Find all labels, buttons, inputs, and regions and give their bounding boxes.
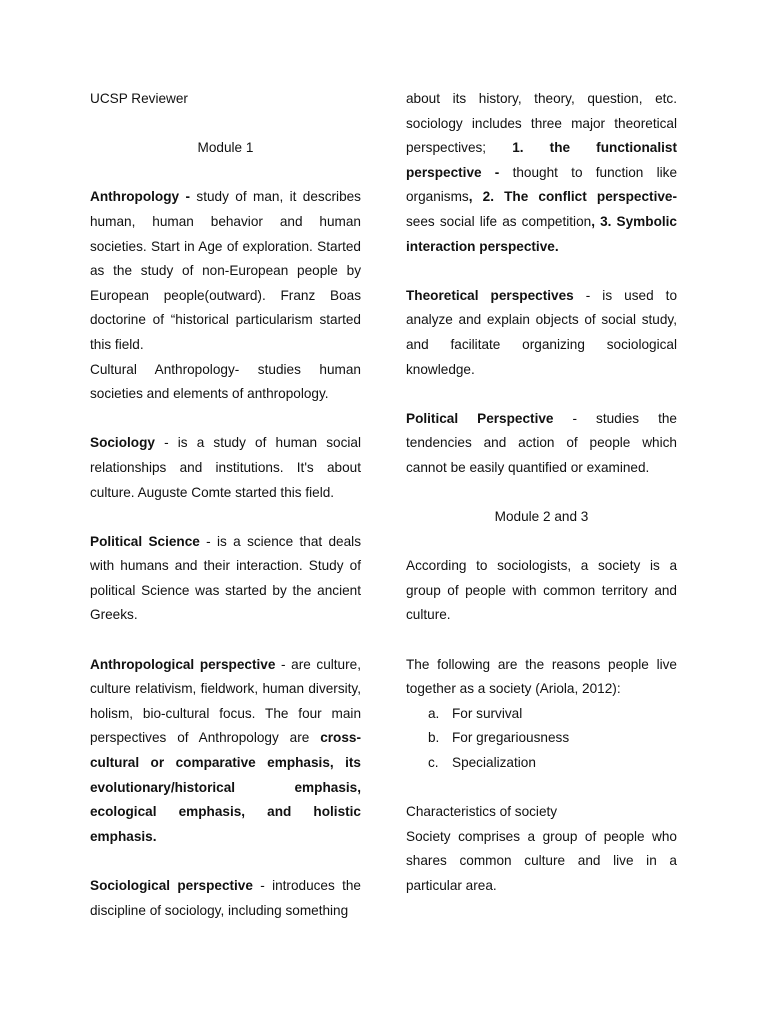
anthropology-term: Anthropology - bbox=[90, 189, 191, 205]
module-1-heading: Module 1 bbox=[197, 140, 254, 156]
sociology-definition: - is a study of human social relationships and institutions. It's about culture. Auguste Comte started this field. bbox=[90, 435, 361, 500]
theoretical-perspectives-paragraph bbox=[406, 284, 677, 382]
political-science-paragraph bbox=[90, 530, 361, 628]
political-perspective-term: Political Perspective bbox=[406, 410, 554, 426]
characteristics-paragraph: Society comprises a group of people who shares common culture and live in a particular area. bbox=[406, 828, 677, 893]
sociological-perspective-term: Sociological perspective bbox=[90, 878, 253, 893]
society-definition-paragraph: According to sociologists, a society is a group of people with common territory and culture. bbox=[406, 558, 677, 623]
list-item-text: For survival bbox=[452, 705, 523, 721]
anthropological-perspective-definition: - are culture, culture relativism, fieldwork, human diversity, holism, bio-cultural focus. The four main perspectives of Anthropology are bbox=[90, 656, 361, 746]
functionalist-perspective-term: 1. the functionalist perspective - bbox=[406, 140, 677, 180]
political-science-definition: - is a science that deals with humans and their interaction. Study of political Science was started by the ancient Greeks. bbox=[90, 533, 361, 623]
continuation-text-3: sees social life as competition bbox=[406, 213, 592, 229]
continuation-text-2: thought to function like organisms bbox=[406, 164, 678, 205]
sociological-perspective-continuation bbox=[406, 87, 677, 259]
sociology-paragraph bbox=[90, 431, 361, 505]
conflict-perspective-term: , 2. The conflict perspective- bbox=[468, 189, 677, 205]
sociological-perspective-paragraph bbox=[90, 874, 361, 923]
sociology-term: Sociology bbox=[90, 435, 155, 451]
list-item-text: Specialization bbox=[452, 755, 536, 771]
anthropological-perspective-term: Anthropological perspective bbox=[90, 656, 276, 672]
political-science-term: Political Science bbox=[90, 533, 200, 549]
political-perspective-paragraph bbox=[406, 407, 677, 481]
continuation-text-1: about its history, theory, question, etc. sociology includes three major theoretical perspectives; bbox=[406, 91, 677, 156]
sociological-perspective-definition: - introduces the discipline of sociology, including something bbox=[90, 878, 361, 918]
reasons-intro-paragraph: The following are the reasons people live together as a society (Ariola, 2012): bbox=[406, 656, 677, 697]
module-2-3-heading: Module 2 and 3 bbox=[494, 509, 589, 525]
list-marker: c. bbox=[428, 755, 439, 771]
right-column bbox=[406, 87, 677, 899]
reasons-list bbox=[406, 702, 677, 776]
anthropology-definition: study of man, it describes human, human behavior and human societies. Start in Age of exploration. Started as the study of non-European people by European people(outward). Franz Boas doctorine of “historical particularism started this field. bbox=[90, 189, 361, 352]
left-column bbox=[90, 87, 361, 923]
theoretical-perspectives-definition: - is used to analyze and explain objects of social study, and facilitate organizing sociological knowledge. bbox=[406, 287, 678, 377]
list-item bbox=[428, 702, 677, 727]
characteristics-heading: Characteristics of society bbox=[406, 804, 558, 820]
anthropological-perspective-paragraph bbox=[90, 653, 361, 850]
anthropology-paragraph bbox=[90, 185, 361, 357]
document-title: UCSP Reviewer bbox=[90, 91, 188, 106]
list-item bbox=[428, 726, 677, 751]
anthropological-perspective-emphasis: cross-cultural or comparative emphasis, its evolutionary/historical emphasis, ecological emphasis, and holistic emphasis. bbox=[90, 730, 361, 844]
theoretical-perspectives-term: Theoretical perspectives bbox=[406, 287, 574, 303]
list-marker: a. bbox=[428, 705, 440, 721]
list-item bbox=[428, 751, 677, 776]
list-item-text: For gregariousness bbox=[452, 730, 570, 746]
list-marker: b. bbox=[428, 730, 440, 746]
symbolic-interaction-term: , 3. Symbolic interaction perspective. bbox=[406, 213, 677, 254]
political-perspective-definition: - studies the tendencies and action of people which cannot be easily quantified or examined. bbox=[406, 410, 677, 475]
cultural-anthropology-paragraph: Cultural Anthropology- studies human societies and elements of anthropology. bbox=[90, 361, 361, 402]
